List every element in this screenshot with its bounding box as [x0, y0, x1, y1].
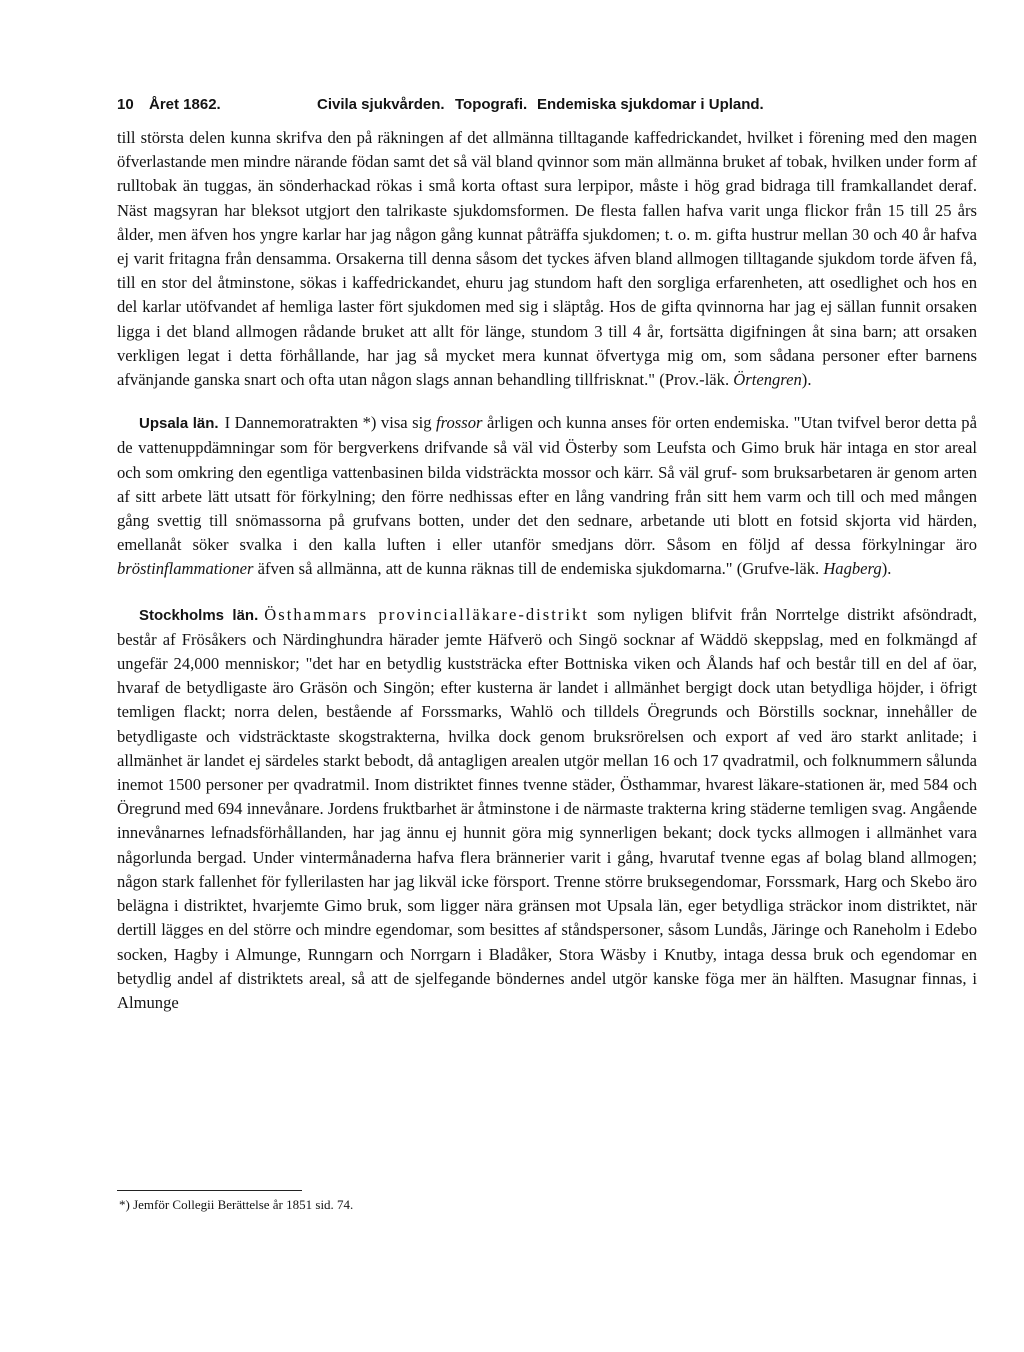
page-number: 10 — [117, 96, 134, 113]
page-body — [117, 126, 977, 1015]
district-name: Östhammars provincialläkare-distrikt — [264, 604, 589, 624]
term-frossor: frossor — [436, 413, 483, 433]
running-header — [117, 96, 977, 118]
footnote-rule — [117, 1190, 302, 1191]
header-subsection: Topografi. — [455, 96, 528, 113]
heading-stockholms-lan: Stockholms län. — [139, 606, 259, 624]
paragraph-stockholms-lan: Stockholms län. Östhammars provincialläkare-distrikt som nyligen blifvit från Norrtelge distrikt afsöndradt, består af Frösåkers och Närdinghundra härader jemte Häfverö och Singö socknar af Wäddö skeppslag, med en folkmängd af ungefär 24,000 menniskor; "det har en betydlig kuststräcka efter Bottniska viken och Ålands haf och består till en del af öar, hvaraf de betydligaste äro Gräsön och Singön; efter kusterna är landet i allmänhet bergigt dock utan betydliga höjder, i öfrigt temligen flackt; norra delen, bestående af Forssmarks, Wahlö och tilldels Öregrunds och Börstills socknar, innehåller de betydligaste och vidsträcktaste skogstrakterna, hvilka dock genom bruksrörelsen och export af ved äro starkt anlitade; i allmänhet är landet ej särdeles starkt bebodt, då antagligen arealen utgör mellan 16 och 17 qvadratmil, och folknummern sålunda inemot 1500 personer per qvadratmil. Inom distriktet finnes tvenne städer, Östhammar, hvarest läkare-stationen är, med 584 och Öregrund med 694 innevånare. Jordens fruktbarhet är åtminstone i de närmaste trakterna kring städerne temligen svag. Angående innevånarnes lefnadsförhållanden, har jag ännu ej hunnit göra mig synnerligen bekant; dock tycks allmogen i allmänhet vara någorlunda bergad. Under vintermånaderna hafva flera brännerier varit i gång, hvarutaf tvenne egas af bolag bland allmogen; någon stark fallenhet för fyllerilasten har jag likväl icke försport. Trenne större bruksegendomar, Forssmark, Harg och Skebo äro belägna i distriktet, hvarjemte Gimo bruk, som ligger nära gränsen mot Upsala län, eger betydliga sträckor inom distriktet, när dertill lägges en del större och mindre egendomar, som besittes af ståndspersoner, såsom Lundås, Järinge och Raneholm i Edebo socken, Hagby i Almunge, Runngarn och Norrgarn i Bladåker, Stora Wäsby i Knutby, intaga dessa bruk och egendomar en betydlig andel af distriktets areal, så att de sjelfegande böndernes andel utgör kanske föga mer än hälften. Masugnar finnas, i Almunge — [117, 604, 978, 1012]
author-ortengren: Örtengren — [733, 370, 802, 390]
header-section: Civila sjukvården. — [317, 96, 445, 113]
paragraph-upsala-lan: Upsala län. I Dannemoratrakten *) visa sig frossor årligen och kunna anses för orten endemiska. "Utan tvifvel beror detta på de vattenuppdämningar som för bergverkens drifvande så väl vid Österby som Leufsta och Gimo bruk här intaga en stor areal och som omkring den egentliga vattenbasinen bilda vidsträckta mossor och kärr. Så väl gruf- som bruksarbetaren är genom arten af sitt arbete lätt utsatt för förkylning; den förre nedhissas efter en lång vandring från sitt hem varm och till och med mången gång svettig till snömassorna på grufvans botten, under det den sednare, arbetande uti blott en fotsid skjorta vid härden, emellanåt söker svalka i den kalla luften i eller utanför smedjans dörr. Såsom en följd af dessa förkylningar äro bröstinflammationer äfven så allmänna, att de kunna räknas till de endemiska sjukdomarna." (Grufve-läk. Hagberg). — [117, 413, 977, 579]
heading-upsala-lan: Upsala län. — [139, 415, 219, 433]
paragraph-coffee-and-anemia: till största delen kunna skrifva den på räkningen af det allmänna tilltagande kaffedrickandet, hvilket i förening med den magen öfverlastande men mindre närande födan samt det så väl bland qvinnor som män allmänna bruket af tobak, hvilken under form af rulltobak än tuggas, än sönderhackad rökas i små korta oftast sura lerpipor, måste i hög grad bidraga till framkallandet deraf. Näst magsyran har bleksot utgjort den talrikaste sjukdomsformen. De flesta fallen hafva varit unga flickor från 15 till 25 års ålder, men äfven hos yngre karlar har jag någon gång kunnat påträffa sjukdomen; t. o. m. gifta hustrur mellan 30 och 40 år hafva ej varit fritagna från densamma. Orsakerna till denna såsom det tyckes äfven bland allmogen tilltagande sjukdom torde äfven få, till en stor del åtminstone, sökas i kaffedrickandet, ehuru jag stundom haft den sorgliga erfarenheten, att osedlighet och hos en del karlar utöfvandet af hemliga laster fört sjukdomen med sig i släptåg. Hos de gifta qvinnorna har jag ej sällan funnit orsaken ligga i det bland allmogen rådande bruket att allt för länge, stundom 3 till 4 år, fortsätta digifningen åt sina barn; att orsaken verkligen legat i detta förhållande, har jag så mycket mera kunnat öfvertyga mig om, som sådana personer efter barnens afvänjande ganska snart och ofta utan någon slags annan behandling tillfrisknat." (Prov.-läk. Örtengren). — [117, 128, 977, 390]
author-hagberg: Hagberg — [823, 559, 882, 579]
header-topic: Endemiska sjukdomar i Upland. — [537, 96, 764, 113]
footnote: *) Jemför Collegii Berättelse år 1851 sid. 74. — [119, 1197, 354, 1212]
term-brostinflammationer: bröstinflammationer — [117, 559, 254, 579]
header-year: Året 1862. — [149, 96, 221, 113]
